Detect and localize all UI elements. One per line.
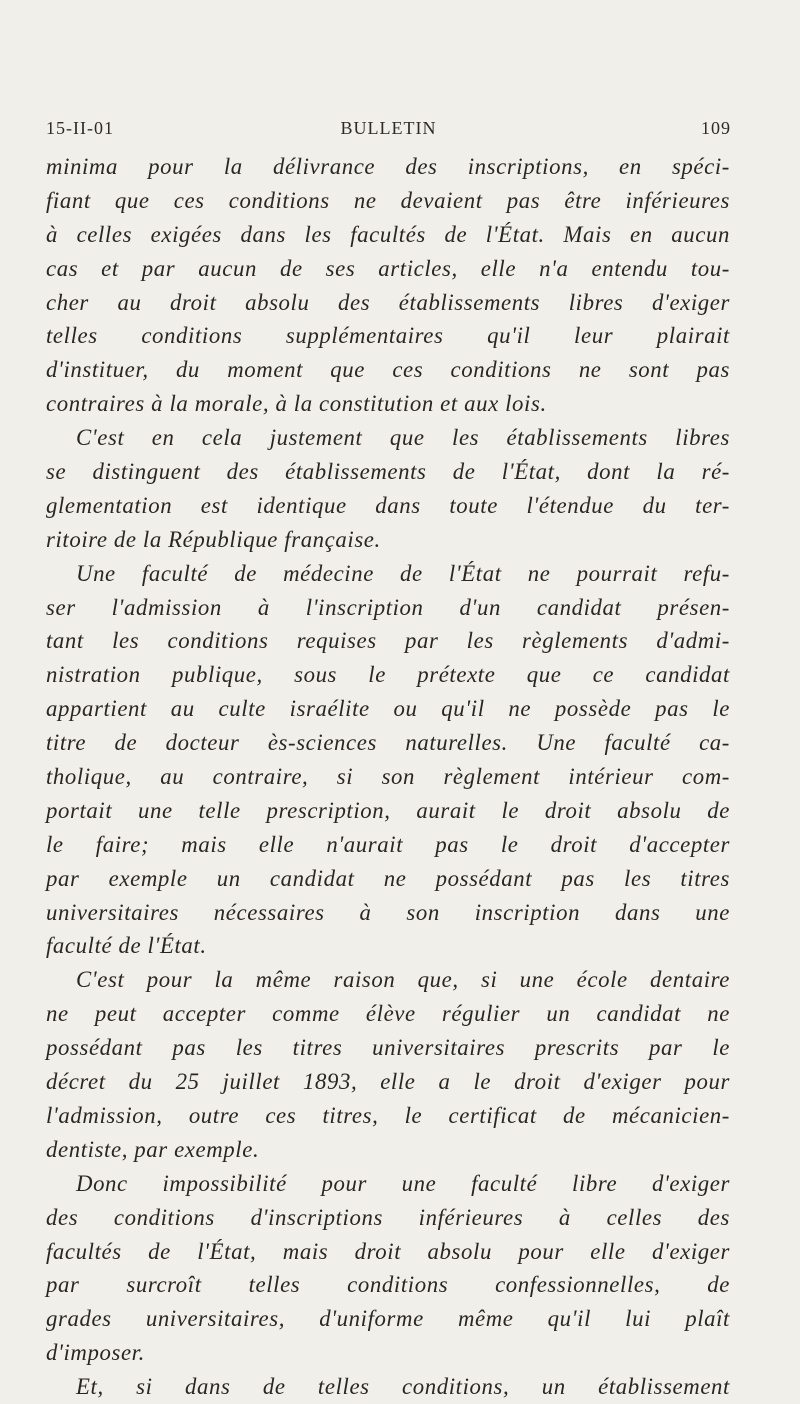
text-line: ne peut accepter comme élève régulier un candidat ne: [46, 1001, 730, 1027]
text-line: cher au droit absolu des établissements libres d'exiger: [46, 289, 730, 315]
text-line: par surcroît telles conditions confessionnelles, de: [46, 1272, 730, 1298]
text-line: Et, si dans de telles conditions, un établissement: [76, 1374, 730, 1400]
header-title: BULLETIN: [340, 118, 437, 138]
text-line: des conditions d'inscriptions inférieures à celles des: [46, 1204, 730, 1230]
text-line: se distinguent des établissements de l'État, dont la ré-: [46, 459, 730, 485]
text-line: Donc impossibilité pour une faculté libre d'exiger: [76, 1170, 730, 1196]
text-line: le faire; mais elle n'aurait pas le droit d'accepter: [46, 831, 730, 857]
text-line: portait une telle prescription, aurait le droit absolu de: [46, 797, 730, 823]
text-line: ritoire de la République française.: [46, 526, 381, 552]
text-line: titre de docteur ès-sciences naturelles. Une faculté ca-: [46, 730, 730, 756]
text-line: Une faculté de médecine de l'État ne pourrait refu-: [76, 560, 730, 586]
text-line: universitaires nécessaires à son inscription dans une: [46, 899, 730, 925]
text-line: telles conditions supplémentaires qu'il leur plairait: [46, 323, 730, 349]
text-line: par exemple un candidat ne possédant pas les titres: [46, 865, 730, 891]
text-line: fiant que ces conditions ne devaient pas être inférieures: [46, 187, 730, 213]
text-line: l'admission, outre ces titres, le certificat de mécanicien-: [46, 1102, 730, 1128]
text-line: d'imposer.: [46, 1340, 145, 1366]
text-line: d'instituer, du moment que ces conditions ne sont pas: [46, 357, 730, 383]
text-line: C'est en cela justement que les établissements libres: [76, 425, 730, 451]
text-line: grades universitaires, d'uniforme même qu'il lui plaît: [46, 1306, 730, 1332]
text-line: contraires à la morale, à la constitution et aux lois.: [46, 391, 547, 417]
page-number: 109: [701, 118, 731, 138]
text-line: facultés de l'État, mais droit absolu pour elle d'exiger: [46, 1238, 730, 1264]
text-line: C'est pour la même raison que, si une école dentaire: [76, 967, 730, 993]
text-line: appartient au culte israélite ou qu'il ne possède pas le: [46, 696, 730, 722]
text-line: minima pour la délivrance des inscriptions, en spéci-: [46, 154, 730, 179]
text-line: dentiste, par exemple.: [46, 1136, 260, 1162]
body-text: [46, 150, 730, 1404]
text-line: à celles exigées dans les facultés de l'État. Mais en aucun: [46, 221, 730, 247]
text-line: décret du 25 juillet 1893, elle a le droit d'exiger pour: [46, 1069, 730, 1095]
text-line: cas et par aucun de ses articles, elle n'a entendu tou-: [46, 255, 730, 281]
text-line: glementation est identique dans toute l'étendue du ter-: [46, 492, 730, 518]
text-line: ser l'admission à l'inscription d'un candidat présen-: [46, 594, 730, 620]
text-line: possédant pas les titres universitaires prescrits par le: [46, 1035, 730, 1061]
text-line: faculté de l'État.: [46, 933, 207, 959]
text-line: tholique, au contraire, si son règlement intérieur com-: [46, 764, 730, 790]
header-date: 15-II-01: [46, 118, 114, 138]
text-line: tant les conditions requises par les règlements d'admi-: [46, 628, 730, 654]
text-line: nistration publique, sous le prétexte que ce candidat: [46, 662, 730, 688]
